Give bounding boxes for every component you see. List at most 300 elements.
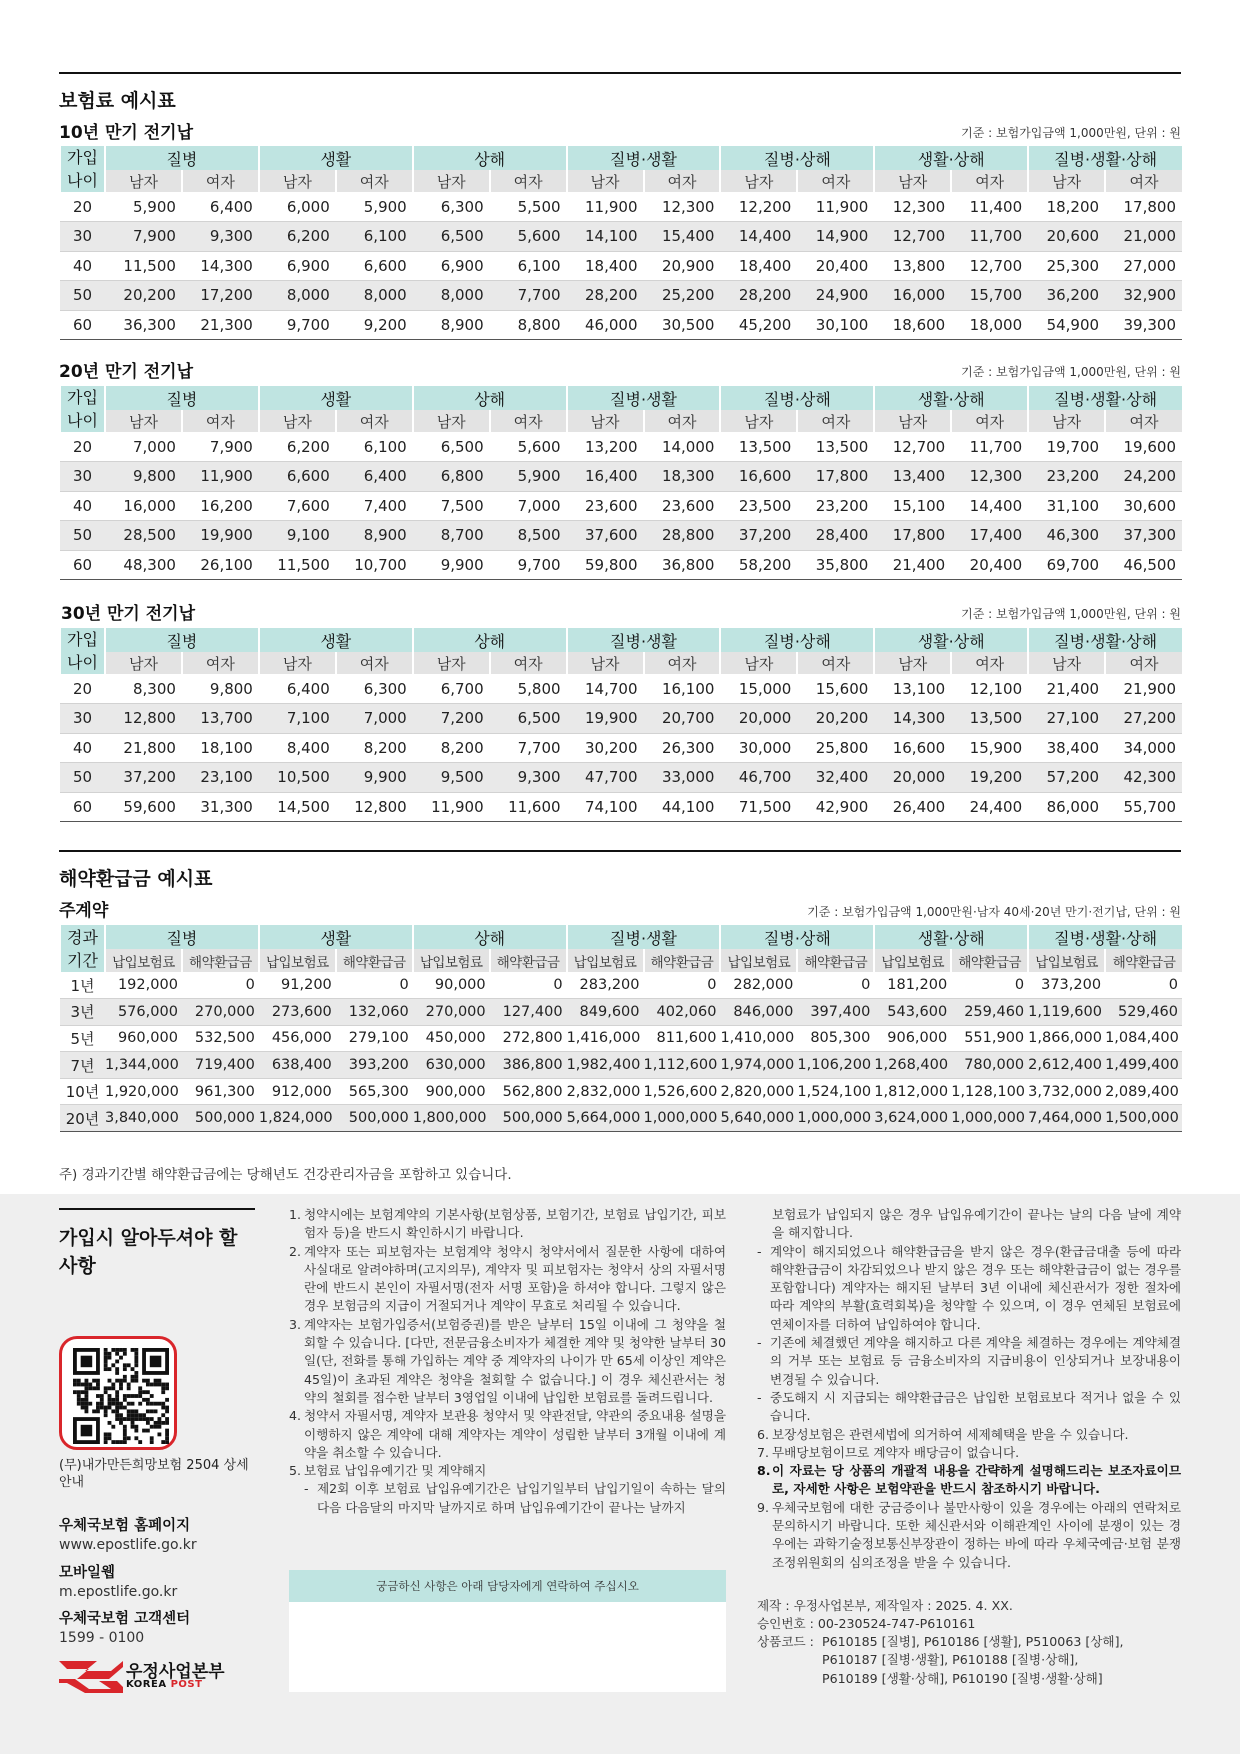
value-cell: 46,000 — [567, 310, 644, 340]
cover-header: 질병·상해 — [720, 925, 874, 949]
value-cell: 71,500 — [720, 792, 797, 822]
value-cell: 6,500 — [413, 222, 490, 252]
cover-header: 질병·생활·상해 — [1028, 628, 1182, 652]
product-code-line: P610189 [생활·상해], P610190 [질병·생활·상해] — [822, 1670, 1103, 1686]
notice-item — [289, 1407, 726, 1462]
value-cell: 576,000 — [105, 999, 182, 1026]
value-cell: 19,900 — [567, 704, 644, 734]
value-cell: 961,300 — [182, 1078, 259, 1105]
value-cell: 10,500 — [259, 763, 336, 793]
product-codes — [757, 1633, 1124, 1688]
production-info: 제작 : 우정사업본부, 제작일자 : 2025. 4. XX. — [757, 1598, 1013, 1613]
value-cell: 0 — [1105, 972, 1182, 999]
value-cell: 54,900 — [1028, 310, 1105, 340]
notice-item-text: 청약시에는 보험계약의 기본사항(보험상품, 보험기간, 보험료 납입기간, 피보험자 등)을 반드시 확인하시기 바랍니다. — [304, 1207, 726, 1241]
age-cell: 30 — [60, 222, 105, 252]
cover-header: 질병·생활·상해 — [1028, 146, 1182, 170]
cover-header: 질병 — [105, 925, 259, 949]
value-cell: 20,400 — [951, 550, 1028, 580]
header-line-1: 가입 — [67, 388, 98, 407]
table-row — [60, 972, 1182, 999]
value-cell: 9,100 — [259, 521, 336, 551]
value-cell: 13,400 — [874, 462, 951, 492]
value-cell: 6,500 — [413, 432, 490, 462]
value-cell: 21,400 — [874, 550, 951, 580]
value-cell: 3,624,000 — [874, 1105, 951, 1132]
notice-rule — [59, 1208, 255, 1210]
period-cell: 10년 — [60, 1078, 105, 1105]
value-cell: 0 — [951, 972, 1028, 999]
cover-header: 질병·상해 — [720, 146, 874, 170]
notice-item — [289, 1243, 726, 1316]
cover-header: 질병·생활 — [567, 628, 721, 652]
korea-post-emblem-icon — [59, 1657, 123, 1693]
value-cell: 0 — [336, 972, 413, 999]
value-cell: 9,500 — [413, 763, 490, 793]
value-cell: 3,840,000 — [105, 1105, 182, 1132]
value-cell: 11,700 — [951, 222, 1028, 252]
mobile-label: 모바일웹 — [59, 1565, 116, 1581]
value-cell: 16,600 — [874, 733, 951, 763]
value-cell: 69,700 — [1028, 550, 1105, 580]
value-cell: 33,000 — [644, 763, 721, 793]
value-cell: 6,700 — [413, 674, 490, 704]
surrender-subtitle: 주계약 — [59, 901, 109, 921]
value-cell: 9,200 — [336, 310, 413, 340]
value-cell: 11,700 — [951, 432, 1028, 462]
value-cell: 27,200 — [1105, 704, 1182, 734]
period-cell: 3년 — [60, 999, 105, 1026]
value-cell: 1,500,000 — [1105, 1105, 1182, 1132]
value-cell: 1,000,000 — [951, 1105, 1028, 1132]
notice-dash-item — [757, 1243, 1181, 1334]
female-header: 여자 — [490, 410, 567, 432]
notice-item — [757, 1462, 1181, 1499]
value-cell: 8,300 — [105, 674, 182, 704]
value-cell: 6,200 — [259, 432, 336, 462]
notice-item — [289, 1316, 726, 1407]
value-cell: 5,664,000 — [567, 1105, 644, 1132]
header-line-2: 나이 — [67, 171, 98, 190]
male-header: 남자 — [874, 652, 951, 674]
cover-header: 생활 — [259, 925, 413, 949]
product-code-line: P610185 [질병], P610186 [생활], P510063 [상해], — [822, 1634, 1124, 1649]
notice-dash-item — [757, 1389, 1181, 1426]
top-rule — [59, 72, 1181, 74]
male-header: 남자 — [1028, 170, 1105, 192]
value-cell: 16,600 — [720, 462, 797, 492]
value-cell: 90,000 — [413, 972, 490, 999]
value-cell: 14,300 — [182, 251, 259, 281]
value-cell: 23,600 — [644, 491, 721, 521]
value-cell: 58,200 — [720, 550, 797, 580]
value-cell: 456,000 — [259, 1025, 336, 1052]
value-cell: 1,812,000 — [874, 1078, 951, 1105]
value-cell: 23,200 — [1028, 462, 1105, 492]
value-cell: 270,000 — [413, 999, 490, 1026]
center-phone: 1599 - 0100 — [59, 1630, 145, 1646]
value-cell: 31,300 — [182, 792, 259, 822]
value-cell: 6,900 — [413, 251, 490, 281]
value-cell: 6,600 — [336, 251, 413, 281]
surrender-note: 주) 경과기간별 해약환급금에는 당해년도 건강관리자금을 포함하고 있습니다. — [59, 1167, 512, 1183]
female-header: 여자 — [951, 170, 1028, 192]
value-cell: 373,200 — [1028, 972, 1105, 999]
notice-dash-text: 제2회 이후 보험료 납입유예기간은 납입기일부터 납입기일이 속하는 달의 다음 다음달의 마지막 날까지로 하며 납입유예기간이 끝나는 날까지 — [317, 1481, 726, 1515]
period-cell: 20년 — [60, 1105, 105, 1132]
table-row — [60, 550, 1182, 580]
female-header: 여자 — [336, 410, 413, 432]
value-cell: 14,400 — [951, 491, 1028, 521]
value-cell: 9,300 — [182, 222, 259, 252]
value-cell: 3,732,000 — [1028, 1078, 1105, 1105]
paid-premium-header: 납입보험료 — [413, 949, 490, 972]
notice-item — [289, 1462, 726, 1480]
value-cell: 15,100 — [874, 491, 951, 521]
value-cell: 1,499,400 — [1105, 1052, 1182, 1079]
table-row — [60, 704, 1182, 734]
notice-column-left — [289, 1206, 726, 1517]
female-header: 여자 — [182, 410, 259, 432]
value-cell: 14,900 — [797, 222, 874, 252]
value-cell: 37,200 — [105, 763, 182, 793]
value-cell: 551,900 — [951, 1025, 1028, 1052]
cover-header: 상해 — [413, 386, 567, 410]
cover-header: 생활·상해 — [874, 146, 1028, 170]
value-cell: 5,900 — [336, 192, 413, 222]
header-line-1: 가입 — [67, 630, 98, 649]
notice-item-text: 계약자는 보험가입증서(보험증권)를 받은 날부터 15일 이내에 그 청약을 철회할 수 있습니다. [다만, 전문금융소비자가 체결한 계약 및 청약한 날부터 30일(단, 전화를 통해 가입하는 계약 중 계약자의 나이가 만 65세 이상인 계약은 45일)이 초과된 계약은 청약을 철회할 수 없습니다.] 이 경우 체신관서는 청약의 철회를 접수한 날부터 3영업일 이내에 납입한 보험료를 돌려드립니다. — [304, 1316, 726, 1405]
value-cell: 59,800 — [567, 550, 644, 580]
notice-item-number: 3. — [289, 1316, 302, 1332]
premium-table-30y — [59, 628, 1182, 822]
value-cell: 16,200 — [182, 491, 259, 521]
cover-header: 질병·생활 — [567, 925, 721, 949]
value-cell: 55,700 — [1105, 792, 1182, 822]
paid-premium-header: 납입보험료 — [1028, 949, 1105, 972]
value-cell: 1,920,000 — [105, 1078, 182, 1105]
period-cell: 5년 — [60, 1025, 105, 1052]
value-cell: 18,400 — [567, 251, 644, 281]
value-cell: 6,300 — [413, 192, 490, 222]
value-cell: 8,000 — [259, 281, 336, 311]
value-cell: 6,300 — [336, 674, 413, 704]
value-cell: 9,900 — [413, 550, 490, 580]
value-cell: 562,800 — [490, 1078, 567, 1105]
value-cell: 26,100 — [182, 550, 259, 580]
table-row — [60, 521, 1182, 551]
value-cell: 5,640,000 — [720, 1105, 797, 1132]
cover-header: 질병·생활 — [567, 386, 721, 410]
value-cell: 402,060 — [644, 999, 721, 1026]
value-cell: 272,800 — [490, 1025, 567, 1052]
value-cell: 12,300 — [874, 192, 951, 222]
female-header: 여자 — [490, 170, 567, 192]
value-cell: 37,200 — [720, 521, 797, 551]
cover-header: 생활 — [259, 146, 413, 170]
value-cell: 5,800 — [490, 674, 567, 704]
value-cell: 14,700 — [567, 674, 644, 704]
center-label: 우체국보험 고객센터 — [59, 1611, 191, 1627]
notice-item-text: 무배당보험이므로 계약자 배당금이 없습니다. — [772, 1444, 1020, 1460]
cover-header: 생활·상해 — [874, 925, 1028, 949]
value-cell: 811,600 — [644, 1025, 721, 1052]
male-header: 남자 — [413, 170, 490, 192]
value-cell: 9,800 — [105, 462, 182, 492]
value-cell: 14,500 — [259, 792, 336, 822]
value-cell: 6,900 — [259, 251, 336, 281]
value-cell: 30,500 — [644, 310, 721, 340]
value-cell: 15,000 — [720, 674, 797, 704]
value-cell: 960,000 — [105, 1025, 182, 1052]
value-cell: 42,300 — [1105, 763, 1182, 793]
value-cell: 6,200 — [259, 222, 336, 252]
value-cell: 26,400 — [874, 792, 951, 822]
paid-premium-header: 납입보험료 — [567, 949, 644, 972]
table-row — [60, 281, 1182, 311]
table-row — [60, 674, 1182, 704]
value-cell: 5,900 — [105, 192, 182, 222]
value-cell: 7,100 — [259, 704, 336, 734]
value-cell: 630,000 — [413, 1052, 490, 1079]
value-cell: 132,060 — [336, 999, 413, 1026]
logo-text: 우정사업본부 — [126, 1662, 225, 1682]
surrender-rule — [59, 850, 1181, 852]
age-cell: 30 — [60, 704, 105, 734]
refund-header: 해약환급금 — [490, 949, 567, 972]
value-cell: 20,700 — [644, 704, 721, 734]
value-cell: 31,100 — [1028, 491, 1105, 521]
value-cell: 30,200 — [567, 733, 644, 763]
header-line-1: 가입 — [67, 148, 98, 167]
value-cell: 17,800 — [874, 521, 951, 551]
male-header: 남자 — [720, 652, 797, 674]
value-cell: 1,974,000 — [720, 1052, 797, 1079]
value-cell: 5,600 — [490, 432, 567, 462]
value-cell: 11,400 — [951, 192, 1028, 222]
female-header: 여자 — [1105, 170, 1182, 192]
value-cell: 16,000 — [874, 281, 951, 311]
male-header: 남자 — [874, 170, 951, 192]
refund-header: 해약환급금 — [1105, 949, 1182, 972]
paid-premium-header: 납입보험료 — [259, 949, 336, 972]
value-cell: 45,200 — [720, 310, 797, 340]
table-basis-20y: 기준 : 보험가입금액 1,000만원, 단위 : 원 — [961, 365, 1181, 379]
notice-dash-item — [304, 1480, 726, 1517]
value-cell: 8,000 — [336, 281, 413, 311]
age-cell: 60 — [60, 310, 105, 340]
premium-section-title: 보험료 예시표 — [59, 90, 176, 112]
male-header: 남자 — [1028, 410, 1105, 432]
cover-header: 질병 — [105, 628, 259, 652]
female-header: 여자 — [1105, 410, 1182, 432]
value-cell: 14,100 — [567, 222, 644, 252]
value-cell: 7,600 — [259, 491, 336, 521]
value-cell: 5,500 — [490, 192, 567, 222]
value-cell: 42,900 — [797, 792, 874, 822]
header-line-2: 나이 — [67, 653, 98, 672]
age-cell: 20 — [60, 674, 105, 704]
value-cell: 39,300 — [1105, 310, 1182, 340]
value-cell: 13,800 — [874, 251, 951, 281]
dash-mark: - — [757, 1243, 762, 1259]
value-cell: 1,866,000 — [1028, 1025, 1105, 1052]
male-header: 남자 — [720, 410, 797, 432]
homepage-url[interactable]: www.epostlife.go.kr — [59, 1537, 197, 1553]
value-cell: 30,100 — [797, 310, 874, 340]
age-cell: 40 — [60, 251, 105, 281]
value-cell: 28,800 — [644, 521, 721, 551]
female-header: 여자 — [951, 652, 1028, 674]
value-cell: 532,500 — [182, 1025, 259, 1052]
value-cell: 18,300 — [644, 462, 721, 492]
value-cell: 9,900 — [336, 763, 413, 793]
value-cell: 8,400 — [259, 733, 336, 763]
female-header: 여자 — [644, 652, 721, 674]
value-cell: 18,000 — [951, 310, 1028, 340]
value-cell: 11,600 — [490, 792, 567, 822]
value-cell: 15,400 — [644, 222, 721, 252]
value-cell: 2,820,000 — [720, 1078, 797, 1105]
value-cell: 7,900 — [182, 432, 259, 462]
value-cell: 12,300 — [644, 192, 721, 222]
value-cell: 20,000 — [720, 704, 797, 734]
qr-pattern-icon — [72, 1348, 170, 1444]
surrender-section-title: 해약환급금 예시표 — [59, 868, 213, 890]
table-title-30y: 30년 만기 전기납 — [61, 604, 196, 624]
value-cell: 10,700 — [336, 550, 413, 580]
cover-header: 상해 — [413, 146, 567, 170]
value-cell: 565,300 — [336, 1078, 413, 1105]
table-row — [60, 1078, 1182, 1105]
value-cell: 17,800 — [1105, 192, 1182, 222]
value-cell: 23,500 — [720, 491, 797, 521]
value-cell: 397,400 — [797, 999, 874, 1026]
notice-dash-text: 기존에 체결했던 계약을 해지하고 다른 계약을 체결하는 경우에는 계약체결의 거부 또는 보험료 등 금융소비자의 지급비용이 인상되거나 보장내용이 변경될 수 있습니다. — [770, 1335, 1181, 1387]
female-header: 여자 — [336, 652, 413, 674]
value-cell: 8,000 — [413, 281, 490, 311]
value-cell: 7,000 — [105, 432, 182, 462]
value-cell: 0 — [490, 972, 567, 999]
value-cell: 16,000 — [105, 491, 182, 521]
value-cell: 32,400 — [797, 763, 874, 793]
value-cell: 24,400 — [951, 792, 1028, 822]
value-cell: 6,400 — [259, 674, 336, 704]
notice-item — [289, 1206, 726, 1243]
value-cell: 38,400 — [1028, 733, 1105, 763]
value-cell: 20,900 — [644, 251, 721, 281]
value-cell: 9,800 — [182, 674, 259, 704]
value-cell: 21,800 — [105, 733, 182, 763]
value-cell: 12,700 — [874, 432, 951, 462]
value-cell: 2,832,000 — [567, 1078, 644, 1105]
value-cell: 36,800 — [644, 550, 721, 580]
refund-header: 해약환급금 — [951, 949, 1028, 972]
value-cell: 6,600 — [259, 462, 336, 492]
value-cell: 28,400 — [797, 521, 874, 551]
value-cell: 8,800 — [490, 310, 567, 340]
value-cell: 529,460 — [1105, 999, 1182, 1026]
mobile-url[interactable]: m.epostlife.go.kr — [59, 1584, 178, 1600]
value-cell: 14,000 — [644, 432, 721, 462]
value-cell: 11,900 — [182, 462, 259, 492]
value-cell: 386,800 — [490, 1052, 567, 1079]
value-cell: 7,700 — [490, 733, 567, 763]
age-header — [60, 146, 105, 192]
value-cell: 906,000 — [874, 1025, 951, 1052]
value-cell: 13,500 — [797, 432, 874, 462]
approval-number: 승인번호 : 00-230524-747-P610161 — [757, 1616, 976, 1631]
value-cell: 18,100 — [182, 733, 259, 763]
value-cell: 34,000 — [1105, 733, 1182, 763]
value-cell: 6,100 — [336, 432, 413, 462]
cover-header: 상해 — [413, 628, 567, 652]
notice-dash-text: 중도해지 시 지급되는 해약환급금은 납입한 보험료보다 적거나 없을 수 있습니다. — [770, 1389, 1181, 1424]
refund-header: 해약환급금 — [797, 949, 874, 972]
homepage-label: 우체국보험 홈페이지 — [59, 1518, 191, 1534]
value-cell: 192,000 — [105, 972, 182, 999]
value-cell: 6,100 — [490, 251, 567, 281]
notice-item-text: 이 자료는 당 상품의 개괄적 내용을 간략하게 설명해드리는 보조자료이므로, 자세한 사항은 보험약관을 반드시 참조하시기 바랍니다. — [772, 1463, 1181, 1497]
korea-post-logo — [59, 1657, 249, 1697]
value-cell: 19,200 — [951, 763, 1028, 793]
value-cell: 5,900 — [490, 462, 567, 492]
value-cell: 12,100 — [951, 674, 1028, 704]
notice-title: 가입시 알아두셔야 할 사항 — [59, 1227, 238, 1277]
notice-item-text: 청약서 자필서명, 계약자 보관용 청약서 및 약관전달, 약관의 중요내용 설명을 이행하지 않은 계약에 대해 계약자는 계약이 성립한 날부터 3개월 이내에 계약을 취소할 수 있습니다. — [304, 1408, 726, 1460]
value-cell: 279,100 — [336, 1025, 413, 1052]
table-row — [60, 999, 1182, 1026]
value-cell: 25,200 — [644, 281, 721, 311]
value-cell: 14,400 — [720, 222, 797, 252]
value-cell: 16,100 — [644, 674, 721, 704]
value-cell: 1,526,600 — [644, 1078, 721, 1105]
qr-code[interactable] — [59, 1336, 177, 1450]
value-cell: 23,200 — [797, 491, 874, 521]
cover-header: 생활·상해 — [874, 628, 1028, 652]
value-cell: 36,300 — [105, 310, 182, 340]
value-cell: 5,600 — [490, 222, 567, 252]
value-cell: 30,000 — [720, 733, 797, 763]
value-cell: 282,000 — [720, 972, 797, 999]
value-cell: 6,100 — [336, 222, 413, 252]
value-cell: 46,300 — [1028, 521, 1105, 551]
value-cell: 6,400 — [336, 462, 413, 492]
table-basis-30y: 기준 : 보험가입금액 1,000만원, 단위 : 원 — [961, 607, 1181, 621]
age-cell: 30 — [60, 462, 105, 492]
period-cell: 1년 — [60, 972, 105, 999]
notice-item-number: 7. — [757, 1444, 770, 1460]
value-cell: 805,300 — [797, 1025, 874, 1052]
cover-header: 질병·생활·상해 — [1028, 925, 1182, 949]
value-cell: 20,600 — [1028, 222, 1105, 252]
value-cell: 1,112,600 — [644, 1052, 721, 1079]
value-cell: 19,900 — [182, 521, 259, 551]
value-cell: 28,200 — [567, 281, 644, 311]
value-cell: 24,200 — [1105, 462, 1182, 492]
value-cell: 46,500 — [1105, 550, 1182, 580]
value-cell: 0 — [182, 972, 259, 999]
cover-header: 질병·생활 — [567, 146, 721, 170]
value-cell: 18,200 — [1028, 192, 1105, 222]
female-header: 여자 — [336, 170, 413, 192]
value-cell: 7,700 — [490, 281, 567, 311]
age-cell: 20 — [60, 432, 105, 462]
value-cell: 6,400 — [182, 192, 259, 222]
value-cell: 500,000 — [336, 1105, 413, 1132]
value-cell: 16,400 — [567, 462, 644, 492]
notice-item — [757, 1444, 1181, 1462]
